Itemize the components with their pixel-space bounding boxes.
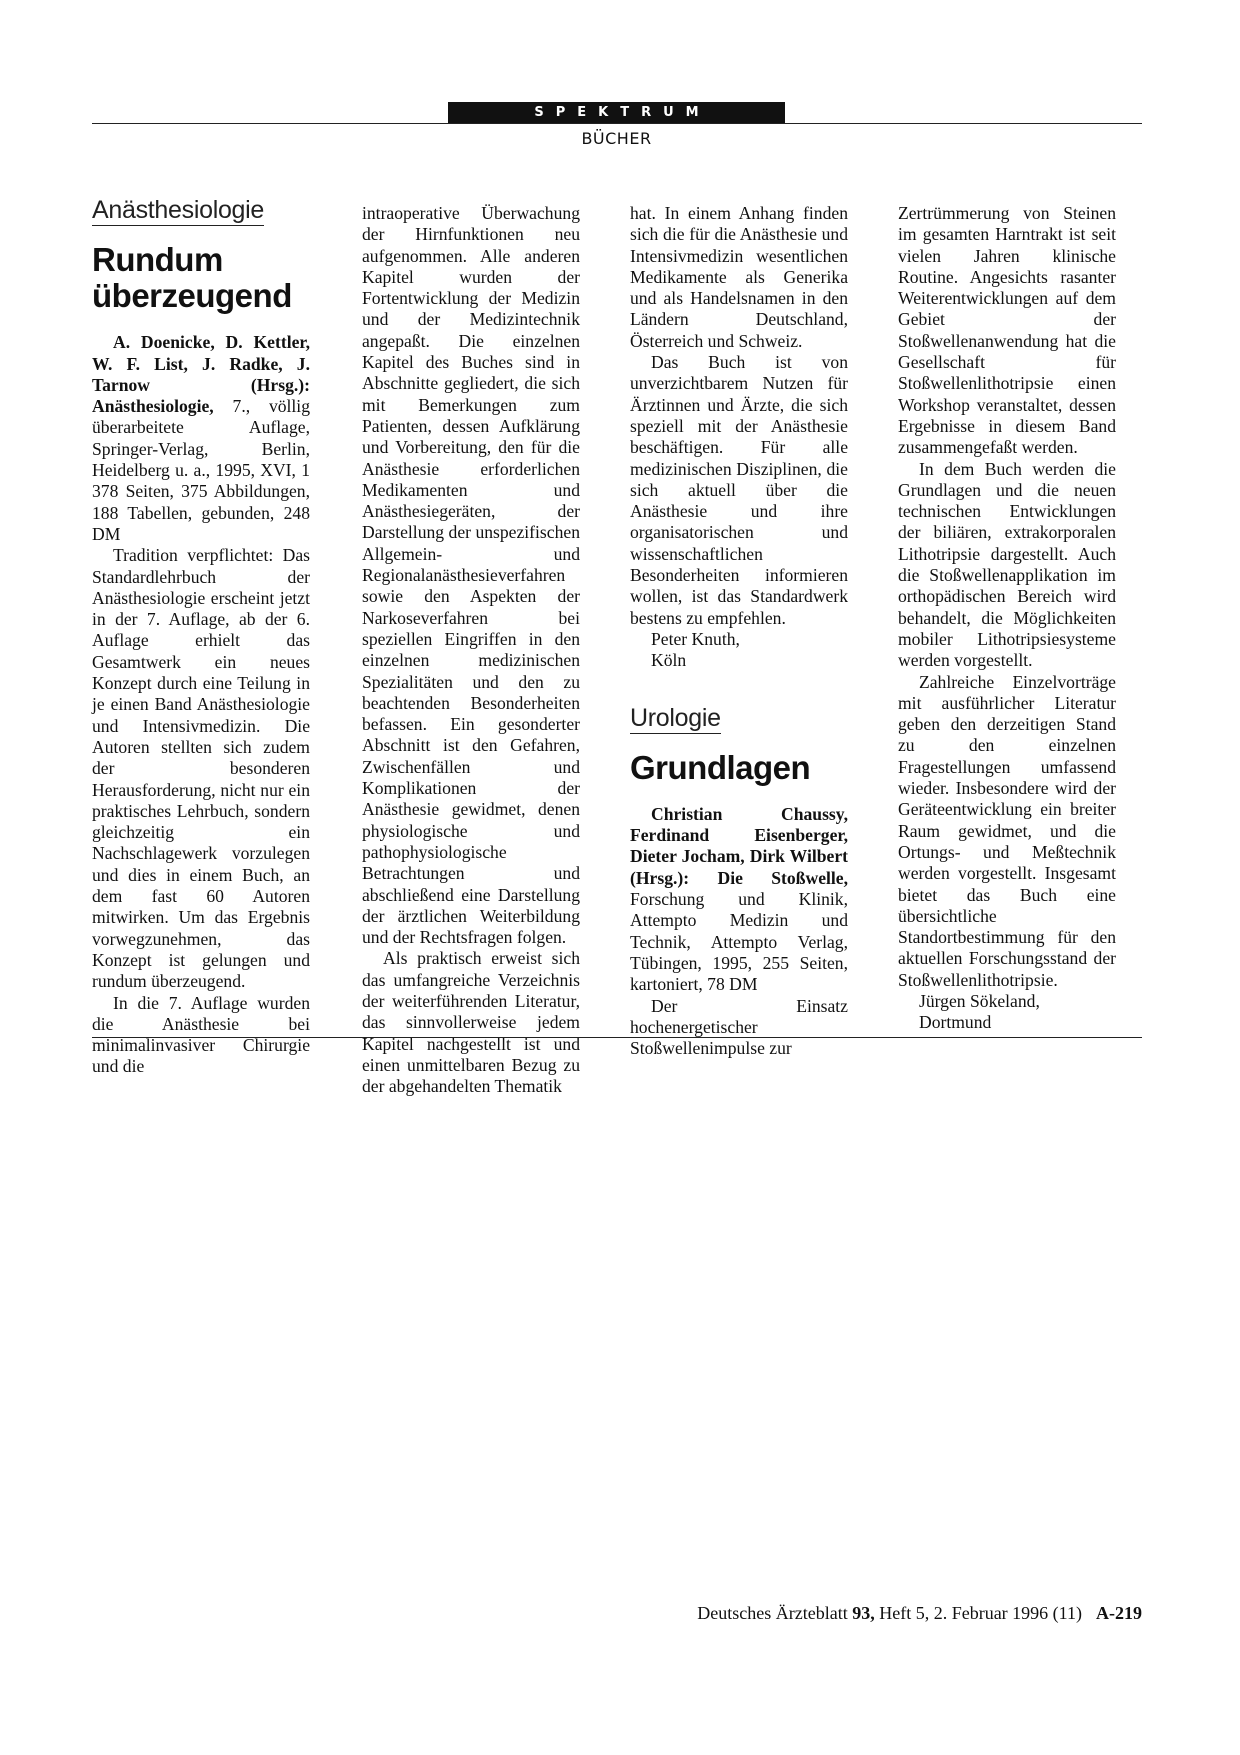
review1-para3b: hat. In einem Anhang finden sich die für die Anästhesie und Intensivmedizin wesentlichen Medikamente als Generika und als Handelsnamen in den Ländern Deutschland, Österreich und Schweiz. <box>630 203 848 351</box>
review1-para1: Tradition verpflichtet: Das Standardlehrbuch der Anästhesiologie erscheint jetzt in der 7. Auflage, ab der 6. Auflage erhielt das Gesamtwerk ein neues Konzept durch eine Teilung in je einen Band Anästhesiologie und Intensivmedizin. Die Autoren stellten sich zudem der besonderen Herausforderung, nicht nur ein praktisches Lehrbuch, sondern gleichzeitig ein Nachschlagewerk vorzulegen und dies in einem Buch, an dem fast 60 Autoren mitwirken. Um das Ergebnis vorwegzunehmen, das Konzept ist gelungen und rundum überzeugend. <box>92 545 310 992</box>
review2-headline: Grundlagen <box>630 748 811 786</box>
review2-bib-rest: Forschung und Klinik, Attempto Medizin und Technik, Attempto Verlag, Tübingen, 1995, 255 Seiten, kartoniert, 78 DM <box>630 889 848 995</box>
review1-headline <box>92 242 310 314</box>
review2-para1b: Zertrümmerung von Steinen im gesamten Harntrakt ist seit vielen Jahren klinische Routine. Angesichts rasanter Weiterentwicklungen auf dem Gebiet der Stoßwellenanwendung hat die Gesellschaft für Stoßwellenlithotripsie einen Workshop veranstaltet, dessen Ergebnisse in diesem Band zusammengefaßt werden. <box>898 203 1116 458</box>
review2-author-name: Jürgen Sökeland, <box>919 990 1040 1011</box>
review2-para1a: Der Einsatz hochenergetischer Stoßwellenimpulse zur <box>630 995 848 1059</box>
review1-bib-bold: A. Doenicke, D. Kettler, W. F. List, J. Radke, J. Tarnow (Hrsg.): Anästhesiologie, <box>92 332 310 417</box>
review1-para2a: In die 7. Auflage wurden die Anästhesie bei minimalinvasiver Chirurgie und die <box>92 992 310 1077</box>
bottom-rule <box>92 1037 1142 1038</box>
review1-headline-line2: überzeugend <box>92 277 292 315</box>
review2-category: Urologie <box>630 708 721 734</box>
footer-issue: Heft 5, 2. Februar 1996 (11) <box>874 1603 1082 1623</box>
review1-para4: Das Buch ist von unverzichtbarem Nutzen für Ärztinnen und Ärzte, die sich speziell mit der Anästhesie beschäftigen. Für alle medizinischen Disziplinen, die sich aktuell über die Anästhesie und ihre organisatorischen und wissenschaftlichen Besonderheiten informieren wollen, ist das Standardwerk bestens zu empfehlen. <box>630 352 848 628</box>
review1-bibliography <box>92 332 310 545</box>
footer-volume: 93, <box>852 1603 875 1623</box>
review1-author-name: Peter Knuth, <box>651 628 740 649</box>
column-3 <box>630 203 848 1059</box>
review2-bib-bold: Christian Chaussy, Ferdinand Eisenberger, Dieter Jocham, Dirk Wilbert (Hrsg.): Die Stoßwelle, <box>630 803 848 888</box>
review2-para2: In dem Buch werden die Grundlagen und die neuen technischen Entwicklungen der biliären, extrakorporalen Lithotripsie dargestellt. Auch die Stoßwellenapplikation im orthopädischen Bereich wird behandelt, die Möglichkeiten mobiler Lithotripsiesysteme werden vorgestellt. <box>898 458 1116 671</box>
review1-headline-line1: Rundum <box>92 241 223 279</box>
review2-author-city: Dortmund <box>919 1012 992 1033</box>
footer-journal: Deutsches Ärzteblatt <box>697 1603 853 1623</box>
section-header-bar: SPEKTRUM <box>448 102 785 124</box>
review1-para3a: Als praktisch erweist sich das umfangreiche Verzeichnis der weiterführenden Literatur, das sinnvollerweise jedem Kapitel nachgestellt ist und einen unmittelbaren Bezug zu der abgehandelten Thematik <box>362 948 580 1097</box>
column-4 <box>898 203 1116 1034</box>
column-2 <box>362 203 580 1097</box>
review2-para3: Zahlreiche Einzelvorträge mit ausführlicher Literatur geben den derzeitigen Stand zu den einzelnen Fragestellungen umfassend wieder. Insbesondere wird der Geräteentwicklung ein breiter Raum gewidmet, und die Ortungs- und Meßtechnik werden vorgestellt. Insgesamt bietet das Buch eine übersichtliche Standortbestimmung für den aktuellen Forschungsstand der Stoßwellenlithotripsie. <box>898 671 1116 990</box>
footer-page-number: A-219 <box>1096 1603 1142 1623</box>
review2-bibliography <box>630 804 848 996</box>
header-rule <box>92 123 1142 124</box>
column-1 <box>92 196 310 1078</box>
page-footer <box>697 1603 1142 1624</box>
review1-author-city: Köln <box>651 650 687 671</box>
review1-category: Anästhesiologie <box>92 200 264 226</box>
review1-para2b: intraoperative Überwachung der Hirnfunktionen neu aufgenommen. Alle anderen Kapitel wurden der Fortentwicklung der Medizin und der Medizintechnik angepaßt. Die einzelnen Kapitel des Buches sind in Abschnitte gegliedert, die sich mit Bemerkungen zum Patienten, dessen Aufklärung und Vorbereitung, den für die Anästhesie erforderlichen Medikamenten und Anästhesiegeräten, der Darstellung der unspezifischen Allgemein- und Regionalanästhesieverfahren sowie den Aspekten der Narkoseverfahren bei speziellen Eingriffen in den einzelnen medizinischen Spezialitäten und den zu beachtenden Besonderheiten befassen. Ein gesonderter Abschnitt ist den Gefahren, Zwischenfällen und Komplikationen der Anästhesie gewidmet, denen physiologische und pathophysiologische Betrachtungen und abschließend eine Darstellung der ärztlichen Weiterbildung und der Rechtsfragen folgen. <box>362 203 580 948</box>
subsection-title: BÜCHER <box>581 129 652 148</box>
review1-bib-rest: 7., völlig überarbeitete Auflage, Springer-Verlag, Berlin, Heidelberg u. a., 1995, XVI, 1 378 Seiten, 375 Abbildungen, 188 Tabellen, gebunden, 248 DM <box>92 396 310 544</box>
